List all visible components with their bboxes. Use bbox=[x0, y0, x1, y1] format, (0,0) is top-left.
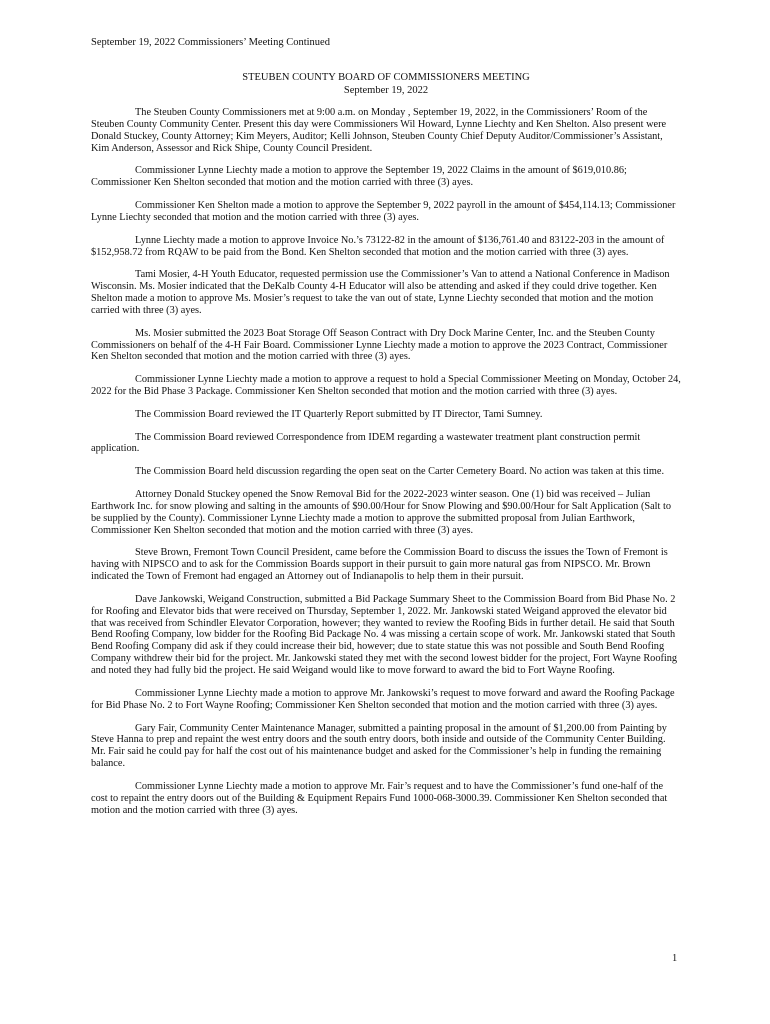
paragraph-roofing-award: Commissioner Lynne Liechty made a motion to approve Mr. Jankowski’s request to move forward and award the Roofing Package for Bid Phase No. 2 to Fort Wayne Roofing; Commissioner Ken Shelton seconded that motion and the motion carried with three (3) ayes. bbox=[91, 687, 675, 711]
paragraph-snow-removal: Attorney Donald Stuckey opened the Snow Removal Bid for the 2022-2023 winter season. One (1) bid was received – Julian Earthwork Inc. for snow plowing and salting in the amounts of $90.00/Hour for Snow Plowing and $90.00/Hour for Salt Application (Salt to be supplied by the County). Commissioner Lynne Liechty made a motion to approve the submitted proposal from Julian Earthwork, Commissioner Ken Shelton seconded that motion and the motion carried with three (3) ayes. bbox=[91, 488, 671, 536]
paragraph-payroll: Commissioner Ken Shelton made a motion to approve the September 9, 2022 payroll in the amount of $454,114.13; Commissioner Lynne Liechty seconded that motion and the motion carried with three (3) ayes. bbox=[91, 200, 676, 223]
page-number: 1 bbox=[672, 953, 678, 964]
meeting-title-block bbox=[91, 71, 681, 97]
paragraph-painting-approval: Commissioner Lynne Liechty made a motion to approve Mr. Fair’s request and to have the Commissioner’s fund one-half of the cost to repaint the entry doors out of the Building & Equipment Repairs Fund 1000-068-3000.39. Commissioner Ken Shelton seconded that motion and the motion carried with three (3) ayes. bbox=[91, 780, 668, 816]
paragraph-boat-storage: Ms. Mosier submitted the 2023 Boat Storage Off Season Contract with Dry Dock Marine Center, Inc. and the Steuben County Commissioners on behalf of the 4-H Fair Board. Commissioner Lynne Liechty made a motion to approve the 2023 Contract, Commissioner Ken Shelton seconded that motion and the motion carried with three (3) ayes. bbox=[91, 327, 668, 363]
paragraph-attendance: The Steuben County Commissioners met at 9:00 a.m. on Monday , September 19, 2022, in the Commissioners’ Room of the Steuben County Community Center. Present this day were Commissioners Wil Howard, Lynne Liechty and Ken Shelton. Also present were Donald Stuckey, County Attorney; Kim Meyers, Auditor; Kelli Johnson, Steuben County Chief Deputy Auditor/Commissioner’s Assistant, Kim Anderson, Assessor and Rick Shipe, County Council President. bbox=[91, 107, 667, 154]
paragraph-painting-proposal: Gary Fair, Community Center Maintenance Manager, submitted a painting proposal in the amount of $1,200.00 from Painting by Steve Hanna to prep and repaint the west entry doors and the south entry doors, both inside and outside of the Community Center Building. Mr. Fair said he could pay for half the cost out of his maintenance budget and asked for the Commissioner’s help in funding the remaining balance. bbox=[91, 722, 667, 770]
paragraph-rqaw-invoices: Lynne Liechty made a motion to approve Invoice No.’s 73122-82 in the amount of $136,761.40 and 83122-203 in the amount of $152,958.72 from RQAW to be paid from the Bond. Ken Shelton seconded that motion and the motion carried with three (3) ayes. bbox=[91, 234, 665, 258]
meeting-title: STEUBEN COUNTY BOARD OF COMMISSIONERS MEETING bbox=[242, 72, 530, 83]
paragraph-special-meeting: Commissioner Lynne Liechty made a motion to approve a request to hold a Special Commissioner Meeting on Monday, October 24, 2022 for the Bid Phase 3 Package. Commissioner Ken Shelton seconded that motion and the motion carried with three (3) ayes. bbox=[91, 374, 681, 398]
paragraph-claims: Commissioner Lynne Liechty made a motion to approve the September 19, 2022 Claims in the amount of $619,010.86; Commissioner Ken Shelton seconded that motion and the motion carried with three (3) ayes. bbox=[91, 165, 627, 189]
paragraph-4h-van: Tami Mosier, 4-H Youth Educator, requested permission use the Commissioner’s Van to attend a National Conference in Madison Wisconsin. Ms. Mosier indicated that the DeKalb County 4-H Educator will also be attending and asked if they could drive together. Ken Shelton made a motion to approve Ms. Mosier’s request to take the van out of state, Lynne Liechty seconded that motion and the motion carried with three (3) ayes. bbox=[91, 269, 670, 316]
paragraph-weigand: Dave Jankowski, Weigand Construction, submitted a Bid Package Summary Sheet to the Commission Board from Bid Phase No. 2 for Roofing and Elevator bids that were received on Thursday, September 1, 2022. Mr. Jankowski stated Weigand approved the elevator bid that was received from Schindler Elevator Corporation, however; they wanted to review the Roofing Bids in further detail. He said that South Bend Roofing Company, low bidder for the Roofing Bid Package No. 4 was missing a certain scope of work. Mr. Jankowski stated that South Bend Roofing Company did ask if they could increase their bid, however; due to state statue this was not possible and South Bend Roofing Company withdrew their bid for the project. Mr. Jankowski stated they met with the second lowest bidder for the project, Fort Wayne Roofing and noted they had fully bid the project. He said Weigand would like to move forward to award the bid to Fort Wayne Roofing. bbox=[91, 593, 678, 677]
paragraph-it-report: The Commission Board reviewed the IT Quarterly Report submitted by IT Director, Tami Sumney. bbox=[135, 408, 543, 420]
paragraph-idem: The Commission Board reviewed Correspondence from IDEM regarding a wastewater treatment plant construction permit application. bbox=[91, 431, 641, 455]
running-header: September 19, 2022 Commissioners’ Meeting Continued bbox=[91, 37, 330, 48]
paragraph-cemetery: The Commission Board held discussion regarding the open seat on the Carter Cemetery Board. No action was taken at this time. bbox=[135, 466, 665, 478]
meeting-date: September 19, 2022 bbox=[343, 85, 429, 96]
paragraph-fremont: Steve Brown, Fremont Town Council President, came before the Commission Board to discuss the issues the Town of Fremont is having with NIPSCO and to ask for the Commission Boards support in their pursuit to gain more natural gas from NIPSCO. Mr. Brown indicated the Town of Fremont had engaged an Attorney out of Indianapolis to help them in their pursuit. bbox=[91, 547, 668, 583]
minutes-body bbox=[91, 107, 681, 827]
